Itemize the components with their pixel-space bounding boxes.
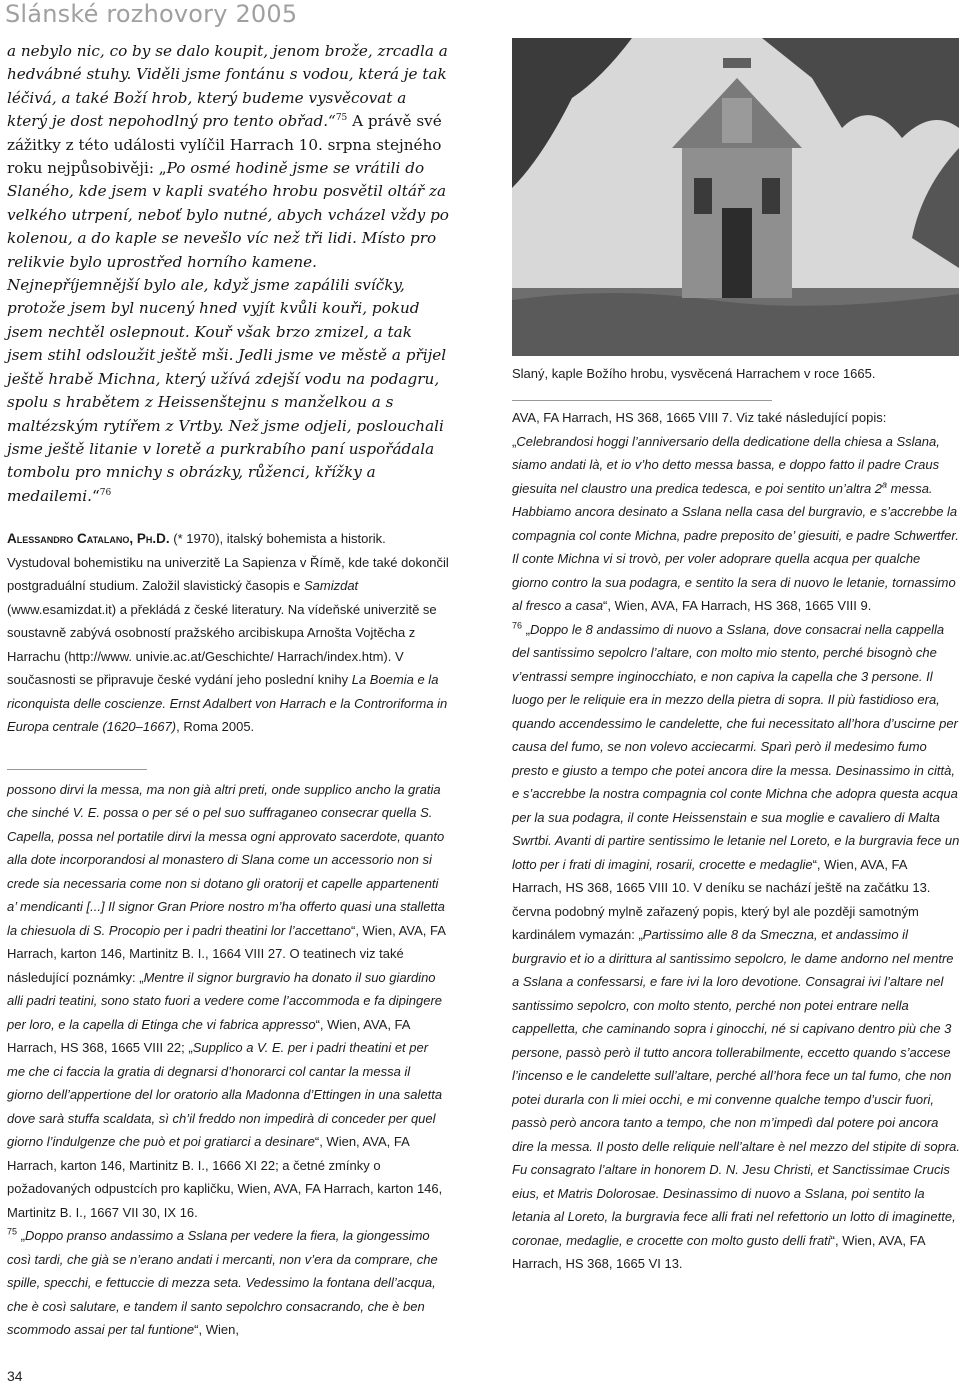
bio-text-1: (* 1970), italský bohemista a historik. Vystudoval bohemistiku na univerzitě La Sapienza v Římě, kde také dokončil postgraduální studium. Založil slavistický časopis e: [7, 531, 449, 594]
page-number: 34: [7, 1368, 23, 1384]
chapel-door: [722, 208, 752, 298]
fn74-text-b: “, Wien, AVA, FA Harrach, karton 146, Martinitz B. I., 1664 VIII 27. O teatinech viz také následující poznámky: „: [7, 922, 446, 985]
chapel-window-right: [762, 178, 780, 214]
fn75-cont-quote-1: Celebrandosi hoggi l’anniversario della dedicatione della chiesa a Sslana, siamo andati là, et io v’ho detto messa bassa, e doppo fatto il padre Craus giesuita nel claustro una predica tedesca, e poi sentito un’altra 2: [512, 433, 940, 496]
main-quote-close: “: [91, 486, 100, 505]
main-text-roman: A právě své zážitky z této události vylíčil Harrach 10. srpna stejného roku nejpůsobivěji: „: [7, 112, 442, 178]
chapel-cupola: [723, 58, 751, 68]
fn75-cont-quote-2: messa. Habbiamo ancora desinato a Sslana nella casa del burgravio, e s’accrebbe la compagnia col conte Michna, padre preposito de’ giesuiti, e padre Schwertfer. Il conte Michna vi si trovò, per voler adoprare quella acqua per qualche giorno contro la sua podagra, e sentito la sera di nuovo le letanie, tornassimo al fresco a casa: [512, 480, 959, 613]
footnote-76: [512, 618, 960, 1276]
fn75-ref: “, Wien,: [194, 1322, 239, 1338]
main-quote-1: a nebylo nic, co by se dalo koupit, jenom brože, zrcadla a hedvábné stuhy. Viděli jsme fontánu s vodou, která je tak léčivá, a také Boží hrob, který budeme vysvěcovat a který je dost nepohodlný pro tento obřad.“: [7, 42, 448, 131]
fn74-text-d: “, Wien, AVA, FA Harrach, HS 368, 1665 VIII 22; „: [7, 1016, 410, 1056]
footnote-75: [7, 1224, 449, 1342]
author-name: Alessandro Catalano, Ph.D.: [7, 531, 170, 547]
fn74-quote-a: possono dirvi la messa, ma non già altri preti, onde supplico ancho la gratia che sinché V. E. possa o per sé o pel suo suffraganeo consecrar quella S. Capella, possa nel portatile dirvi la messa ogni approvato sacerdote, quanto alla dote incorporandosi al monastero di Slana come un accessorio non si crede sia necessaria come non si dotano gli oratorij et capelle appartenenti a’ mendicanti [...] Il signor Gran Priore nostro m’ha offerto quasi una stalletta la chiesuola di S. Procopio per i padri theatini lor l’accettano: [7, 781, 445, 938]
fn75-cont-ref: “, Wien, AVA, FA Harrach, HS 368, 1665 VIII 9.: [603, 598, 872, 613]
fn75-cont-text: AVA, FA Harrach, HS 368, 1665 VIII 7. Viz také následující popis: „: [512, 410, 887, 449]
fn74-text-f: “, Wien, AVA, FA Harrach, karton 146, Martinitz B. I., 1666 XI 22; a četné zmínky o požadovaných odpustcích pro kapličku, Wien, AVA, FA Harrach, karton 146, Martinitz B. I., 1667 VII 30, IX 16.: [7, 1134, 443, 1220]
main-paragraph: [7, 40, 449, 508]
chapel-photo: [512, 38, 959, 356]
photo-caption: Slaný, kaple Božího hrobu, vysvěcená Harrachem v roce 1665.: [512, 366, 876, 381]
left-column: [7, 40, 449, 1342]
fn75-cont-superscript: a: [882, 479, 888, 490]
right-column: [512, 38, 960, 1276]
fn74-quote-e: Supplico a V. E. per i padri theatini et per me che ci faccia la gratia di degnarsi d’honorarci col cantar la messa il giorno dell’appertione del lor oratorio alla Madonna d’Ettingen in una saletta dove sarà stuffa scaldata, sì ch’il freddo non impedirà di conceder per quel giorno l’indulgenze che può et poi gratiarci a desinare: [7, 1040, 443, 1150]
footnote-ref-76: 76: [99, 487, 112, 498]
fn75-number: 75: [7, 1226, 18, 1237]
bio-text-2: (www.esamizdat.it) a překládá z české literatury. Na vídeňské univerzitě se soustavně zabývá osobností pražského arcibiskupa Arnošta Vojtěcha z Harrachu (http://www. univie.ac.at/Geschichte/ Harrach/index.htm). V současnosti se připravuje české vydání jeho poslední knihy: [7, 601, 437, 688]
footnote-74-continued: [7, 778, 449, 1225]
bio-text-3: , Roma 2005.: [176, 719, 255, 735]
fn76-quote-1: Doppo le 8 andassimo di nuovo a Sslana, dove consacrai nella cappella del santissimo sepolcro l’altare, con molto mio stento, perché bisognò che v’entrassi sempre inginocchiato, e non capiva la capella che 3 persone. Il luogo per le reliquie era in mezzo della pietra di sopra. Il più fastidioso era, quando accendessimo le candelette, che fui necessitato all’hora d’uscirne per causa del fumo, se non volevo acciecarmi. Sparì però il medesimo fumo presto e giusto a tempo che potei ancora dire la messa. Desinassimo in città, e s’accrebbe la nostra compagnia col conte Michna che adopra questa acqua per la sua podagra, il conte Heissenstain e sua moglie e cavaliero di Malta Swrtbi. Avanti di partire sentissimo le letanie nel Loreto, e la burgravia fece un lotto per i frati di imagini, rosarii, crocette e medaglie: [512, 621, 960, 872]
footnote-75-continued: [512, 406, 960, 618]
footnotes-left: [7, 778, 449, 1342]
fn76-text: “, Wien, AVA, FA Harrach, HS 368, 1665 VIII 10. V deníku se nachází ještě na začátku 13. června podobný mylně zařazený popis, který byl ale později samotným kardinálem vymazán: „: [512, 856, 931, 942]
fn75-open: „: [17, 1228, 25, 1244]
chapel-lantern: [722, 98, 752, 143]
journal-title: Slánské rozhovory 2005: [5, 0, 298, 28]
footnote-ref-75: 75: [335, 113, 348, 124]
fn76-ref: “, Wien, AVA, FA Harrach, HS 368, 1665 VI 13.: [512, 1232, 925, 1271]
footnote-divider-right: [512, 400, 772, 401]
footnote-divider-left: [7, 769, 147, 770]
footnotes-right: [512, 406, 960, 1276]
fn76-open: „: [522, 621, 530, 637]
fn75-quote: Doppo pranso andassimo a Sslana per vedere la fiera, la giongessimo così tardi, che già se n’erano andati i mercanti, non v’era da comprare, che spille, specchi, e fettuccie di mezza seta. Vedessimo la fontana dell’acqua, che è così salutare, e tandem il santo sepolchro consacrando, che è ben scommodo assai per tal funtione: [7, 1228, 438, 1338]
bio-book-title: La Boemia e la riconquista delle coscienze. Ernst Adalbert von Harrach e la Controriforma in Europa centrale (1620–1667): [7, 672, 448, 735]
bio-samizdat: Samizdat: [303, 578, 359, 594]
fn76-quote-2: Partissimo alle 8 da Smeczna, et andassimo il burgravio et io a dirittura al santissimo sepolcro, le dame andorno nel mentre a Sslana a confessarsi, e fare ivi la loro devotione. Consagrai ivi l’altare nel santissimo sepolcro, con molto stento, perché non potei entrare nella cappelletta, che caminando sopra i ginocchi, né si capivano dentro più che 3 persone, passò però il tutto ancora tollerabilmente, eccetto quando s’accese l’incenso e le candelette sull’altare, perché all’hora fece un tal fumo, che non potei durarla con li miei occhi, e mi convenne qualche tempo d’uscir fuori, passò però ancora tanto a tempo, che non m’impedì dal potere poi ancora dire la messa. Il posto delle reliquie nell’altare è nel mezzo del stipite di sopra. Fu consagrato l’altare in honorem D. N. Jesu Christi, et Sanctissimae Crucis eius, et Matris Dolorosae. Desinassimo di nuovo a Sslana, poi sentito la letania al Loreto, la burgravia fece alli frati nel refettorio un lotto di imaginette, coronae, medaglie, e crocette con molto gusto delli frati: [512, 927, 960, 1248]
chapel-window-left: [694, 178, 712, 214]
author-bio: [7, 527, 449, 739]
fn76-number: 76: [512, 620, 523, 631]
main-quote-2: Po osmé hodině jsme se vrátili do Slaného, kde jsem v kapli svatého hrobu posvětil oltář za velkého utrpení, neboť bylo nutné, abych vcházel vždy po kolenou, a do kaple se nevešlo víc než tři lidi. Místo pro relikvie bylo uprostřed horního kamene. Nejnepříjemnější bylo ale, když jsme zapálili svíčky, protože jsem byl nucený hned vyjít kvůli kouři, pokud jsem nechtěl oslepnout. Kouř však brzo zmizel, a tak jsem stihl odsloužit ještě mši. Jedli jsme ve městě a přijel ještě hrabě Michna, který užívá zdejší vodu na podagru, spolu s hrabětem z Heissenštejnu s manželkou a s maltézským rytířem z Vrtby. Než jsme odjeli, poslouchali jsme ještě litanie v loretě a purkrabího paní uspořádala tombolu pro mnichy s obrázky, růženci, křížky a medailemi.: [7, 159, 449, 505]
fn74-quote-c: Mentre il signor burgravio ha donato il suo giardino alli padri teatini, sono stato fuori a vedere come l’accommoda e fa dipingere per loro, e la capella di Etinga che vi fabrica appresso: [7, 969, 443, 1032]
